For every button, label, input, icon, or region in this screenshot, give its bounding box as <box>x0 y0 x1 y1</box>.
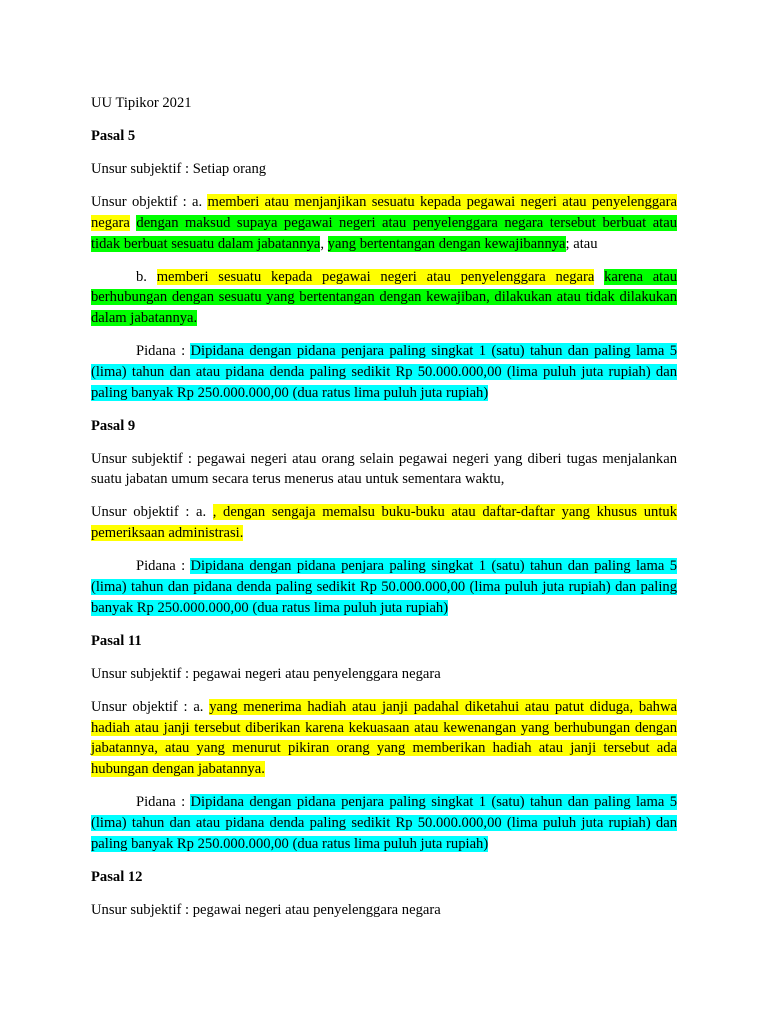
pasal-5-pidana <box>91 341 677 403</box>
highlight-green: karena atau berhubungan dengan sesuatu yang bertentangan dengan kewajiban, dilakukan atau tidak dilakukan dalam jabatannya. <box>91 268 678 327</box>
highlight-yellow: memberi sesuatu kepada pegawai negeri atau penyelenggara negara <box>156 268 595 285</box>
pasal-11-pidana <box>91 792 677 854</box>
objektif-label: Unsur objektif : a. <box>91 193 208 210</box>
pasal-9-objektif-a <box>91 502 677 544</box>
document-title: UU Tipikor 2021 <box>91 95 192 111</box>
highlight-cyan: Dipidana dengan pidana penjara paling singkat 1 (satu) tahun dan paling lama 5 (lima) tahun dan pidana denda paling sedikit Rp 50.000.000,00 (lima puluh juta rupiah) dan paling banyak Rp 250.000.000,00 (dua ratus lima puluh juta rupiah) <box>91 558 677 616</box>
pidana-label: Pidana : <box>136 558 191 575</box>
pasal-11-objektif-a <box>91 697 677 780</box>
pasal-11-subjektif: Unsur subjektif : pegawai negeri atau penyelenggara negara <box>91 665 441 682</box>
suffix: ; atau <box>565 235 598 252</box>
highlight-cyan: Dipidana dengan pidana penjara paling singkat 1 (satu) tahun dan paling lama 5 (lima) tahun dan atau pidana denda paling sedikit Rp 50.000.000,00 (lima puluh juta rupiah) dan paling banyak Rp 250.000.000,00 (dua ratus lima puluh juta rupiah) <box>91 343 677 401</box>
pidana-label: Pidana : <box>136 794 191 811</box>
pasal-5-heading: Pasal 5 <box>91 127 136 144</box>
highlight-yellow: memberi atau menjanjikan sesuatu kepada pegawai negeri atau penyelenggara negara <box>91 193 677 231</box>
highlight-yellow: , dengan sengaja memalsu buku-buku atau daftar-daftar yang khusus untuk pemeriksaan administrasi. <box>91 504 677 542</box>
pasal-12-heading: Pasal 12 <box>91 868 143 885</box>
objektif-label: Unsur objektif : a. <box>91 698 210 715</box>
pidana-label: Pidana : <box>136 343 191 360</box>
pasal-12-subjektif: Unsur subjektif : pegawai negeri atau penyelenggara negara <box>91 901 441 918</box>
pasal-11-heading: Pasal 11 <box>91 632 142 649</box>
highlight-green: yang bertentangan dengan kewajibannya <box>327 235 566 252</box>
item-label: b. <box>136 268 157 285</box>
highlight-green: dengan maksud supaya pegawai negeri atau penyelenggara negara tersebut berbuat atau tidak berbuat sesuatu dalam jabatannya <box>91 214 677 252</box>
pasal-9-pidana <box>91 556 677 618</box>
separator: , <box>320 235 328 252</box>
highlight-cyan: Dipidana dengan pidana penjara paling singkat 1 (satu) tahun dan paling lama 5 (lima) tahun dan atau pidana denda paling sedikit Rp 50.000.000,00 (lima puluh juta rupiah) dan paling banyak Rp 250.000.000,00 (dua ratus lima puluh juta rupiah) <box>91 794 677 852</box>
highlight-yellow: yang menerima hadiah atau janji padahal diketahui atau patut diduga, bahwa hadiah atau janji tersebut diberikan karena kekuasaan atau kewenangan yang berhubungan dengan jabatannya, atau yang menurut pikiran orang yang memberikan hadiah atau janji tersebut ada hubungan dengan jabatannya. <box>91 698 677 778</box>
objektif-label: Unsur objektif : a. <box>91 504 213 521</box>
pasal-9-heading: Pasal 9 <box>91 417 136 434</box>
pasal-5-subjektif: Unsur subjektif : Setiap orang <box>91 160 267 177</box>
pasal-5-objektif-a <box>91 192 677 254</box>
pasal-9-subjektif: Unsur subjektif : pegawai negeri atau orang selain pegawai negeri yang diberi tugas menjalankan suatu jabatan umum secara terus menerus atau untuk sementara waktu, <box>91 450 677 488</box>
pasal-5-objektif-b <box>91 267 677 329</box>
